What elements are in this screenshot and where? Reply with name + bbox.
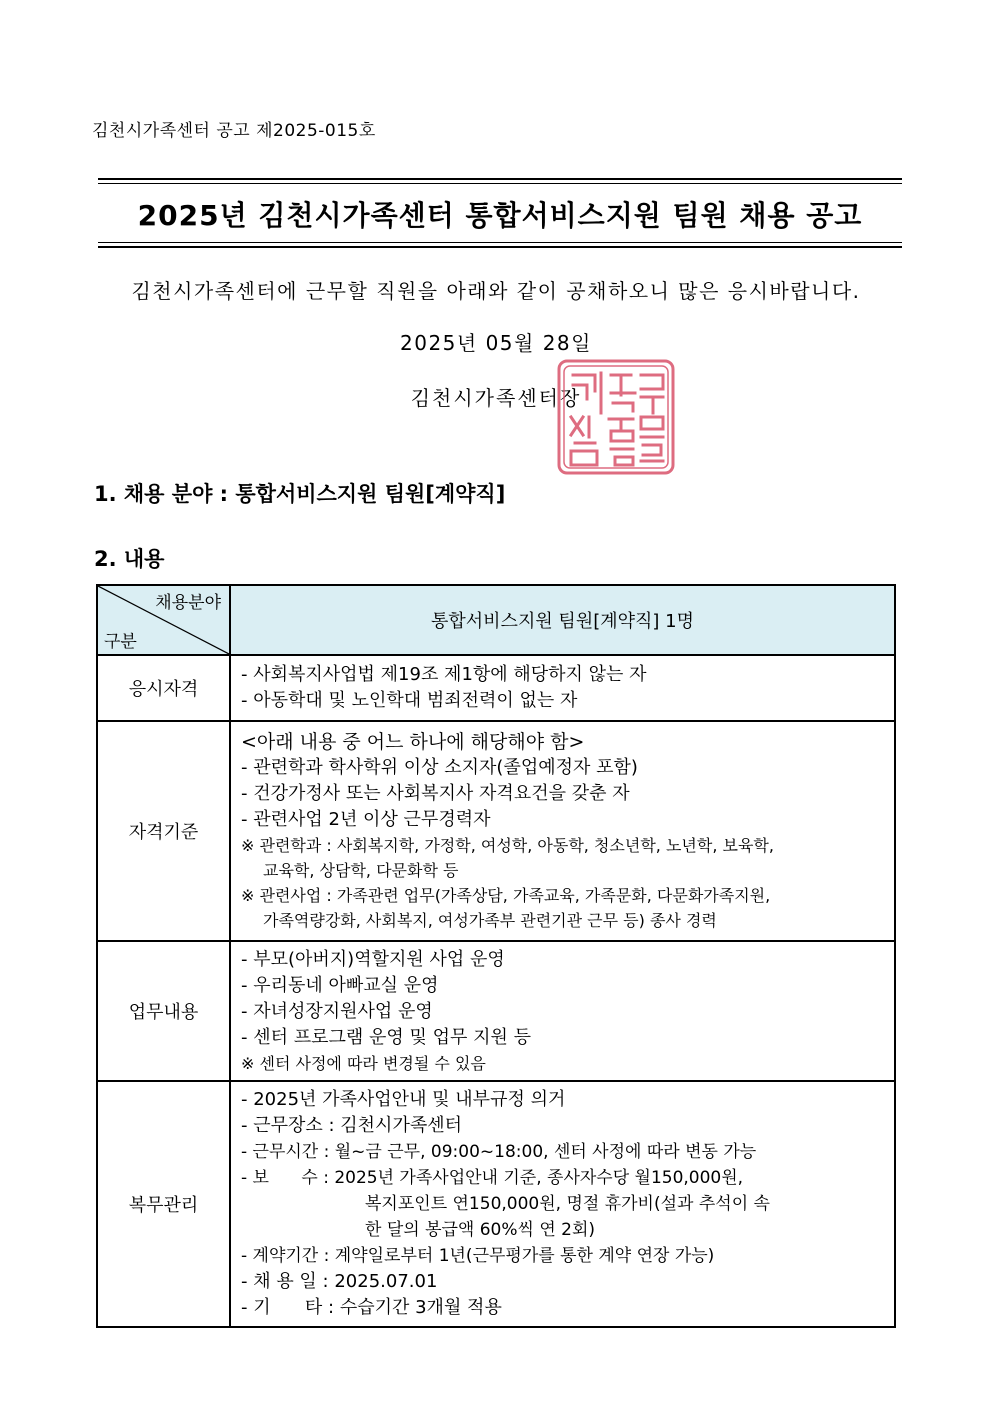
list-item: - 관련학과 학사학위 이상 소지자(졸업예정자 포함) [241,757,638,778]
list-item: - 근무시간 : 월~금 근무, 09:00~18:00, 센터 사정에 따라 변동 가능 [241,1142,757,1162]
list-item: 교육학, 상담학, 다문화학 등 [263,861,459,880]
list-item: - 근무장소 : 김천시가족센터 [241,1115,462,1136]
list-item: - 관련사업 2년 이상 근무경력자 [241,809,491,830]
header-field-label: 채용분야 [155,593,221,613]
table-row [97,721,895,941]
section-2-heading: 2. 내용 [94,547,165,571]
list-item: 한 달의 봉급액 60%씩 연 2회) [365,1220,596,1240]
table-row [97,1081,895,1327]
header-category-label: 구분 [104,632,137,652]
section-1-heading: 1. 채용 분야 : 통합서비스지원 팀원[계약직] [94,482,506,506]
list-item: - 아동학대 및 노인학대 범죄전력이 없는 자 [241,690,578,711]
list-item: - 채 용 일 : 2025.07.01 [241,1271,438,1292]
table-header-row [97,585,895,655]
list-item: - 계약기간 : 계약일로부터 1년(근무평가를 통한 계약 연장 가능) [241,1246,715,1266]
title-rule-top [98,178,902,180]
list-item: - 보 수 : 2025년 가족사업안내 기준, 종사자수당 월150,000원, [241,1168,744,1188]
row-label-qualification: 자격기준 [97,721,230,941]
row-content-qualification [230,721,895,941]
row-content-duties [230,941,895,1081]
title-rule-bottom [98,246,902,248]
list-item: <아래 내용 중 어느 하나에 해당해야 함> [241,731,585,753]
list-item: - 2025년 가족사업안내 및 내부규정 의거 [241,1089,566,1110]
notice-number: 김천시가족센터 공고 제2025-015호 [92,121,376,141]
list-item: - 우리동네 아빠교실 운영 [241,974,439,996]
intro-text: 김천시가족센터에 근무할 직원을 아래와 같이 공채하오니 많은 응시바랍니다. [131,279,861,303]
notice-date: 2025년 05월 28일 [400,331,592,355]
list-item: 복지포인트 연150,000원, 명절 휴가비(설과 추석이 속 [365,1194,770,1214]
list-item: - 자녀성장지원사업 운영 [241,1000,433,1022]
title-rule-top-thin [98,183,902,184]
table-row [97,655,895,721]
row-content-eligibility [230,655,895,721]
list-item: 가족역량강화, 사회복지, 여성가족부 관련기관 근무 등) 종사 경력 [263,911,717,930]
title-rule-bottom-thin [98,242,902,243]
page-title: 2025년 김천시가족센터 통합서비스지원 팀원 채용 공고 [137,199,863,232]
row-label-duties: 업무내용 [97,941,230,1081]
table-row [97,941,895,1081]
list-item: ※ 관련사업 : 가족관련 업무(가족상담, 가족교육, 가족문화, 다문화가족지원, [241,886,771,905]
list-item: - 건강가정사 또는 사회복지사 자격요건을 갖춘 자 [241,783,630,804]
list-item: - 부모(아버지)역할지원 사업 운영 [241,948,505,970]
list-item: ※ 관련학과 : 사회복지학, 가정학, 여성학, 아동학, 청소년학, 노년학, 보육학, [241,836,774,855]
issuer-name: 김천시가족센터장 [410,386,582,410]
official-seal-icon [555,357,677,477]
list-item: ※ 센터 사정에 따라 변경될 수 있음 [241,1053,486,1073]
list-item: - 사회복지사업법 제19조 제1항에 해당하지 않는 자 [241,664,647,685]
row-label-service: 복무관리 [97,1081,230,1327]
list-item: - 기 타 : 수습기간 3개월 적용 [241,1297,502,1318]
recruitment-table [96,584,896,1328]
header-corner-cell [97,585,230,655]
row-content-service [230,1081,895,1327]
row-label-eligibility: 응시자격 [97,655,230,721]
header-position-value: 통합서비스지원 팀원[계약직] 1명 [230,585,895,655]
list-item: - 센터 프로그램 운영 및 업무 지원 등 [241,1026,531,1048]
